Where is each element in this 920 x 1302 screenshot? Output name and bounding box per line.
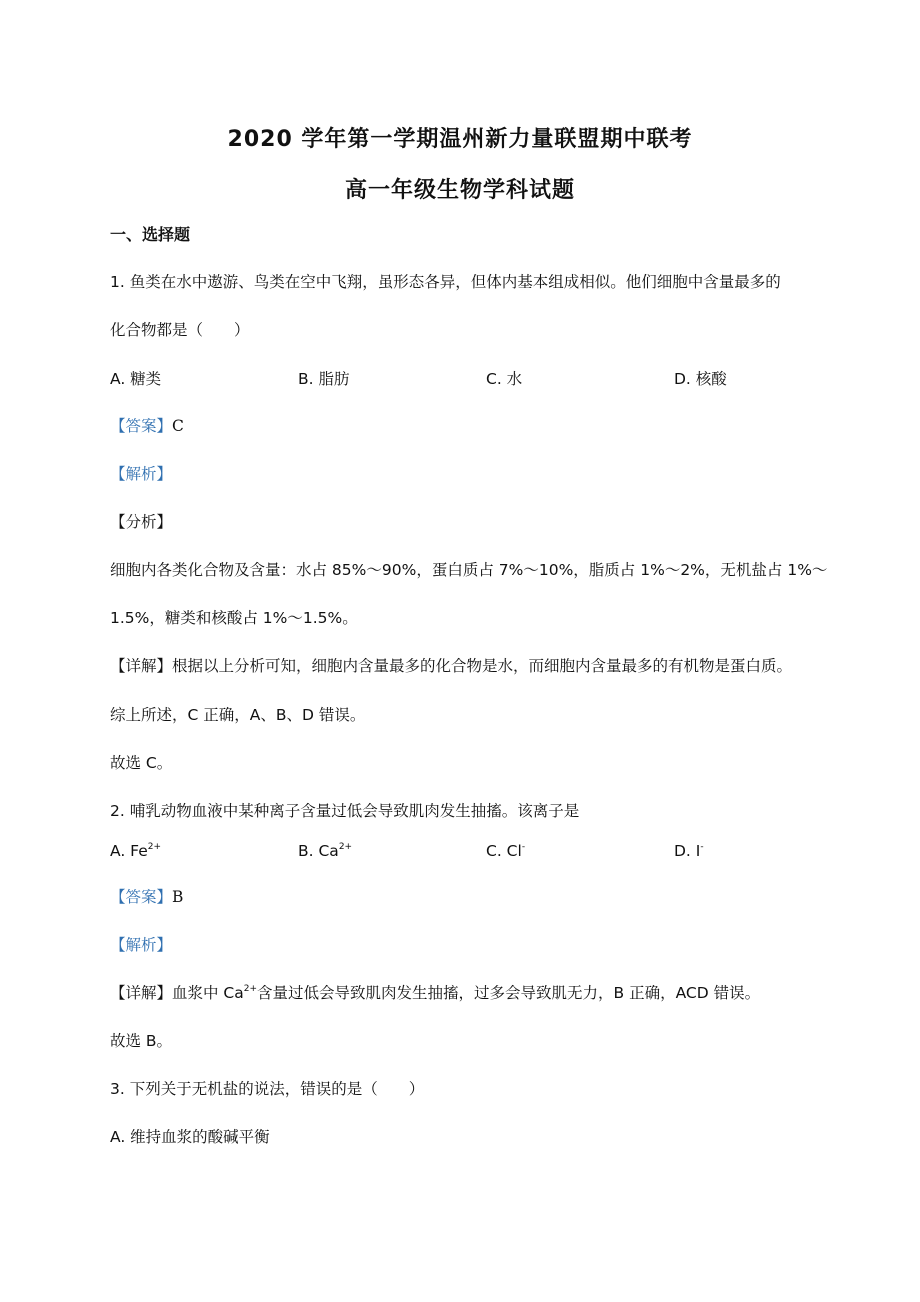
q3-option-a: A. 维持血浆的酸碱平衡 [110,1128,270,1146]
q2-option-a [110,842,161,860]
option-text: C. Cl [486,842,522,860]
doc-title: 2020 学年第一学期温州新力量联盟期中联考 [227,127,693,152]
answer-value: B [172,888,184,906]
q2-stem: 2. 哺乳动物血液中某种离子含量过低会导致肌肉发生抽搐。该离子是 [110,802,580,820]
section-heading: 一、选择题 [110,225,191,244]
q2-option-d [674,842,704,860]
answer-value: C [172,417,184,435]
detail-text: 【详解】血浆中 Ca [110,984,244,1002]
option-superscript: 2+ [338,842,353,852]
q2-detail [110,981,760,1003]
answer-tag: 【答案】 [110,417,173,435]
q1-choose: 故选 C。 [110,754,173,772]
q1-option-c: C. 水 [486,370,523,388]
q2-option-b [298,842,352,860]
detail-text-rest: 含量过低会导致肌肉发生抽搐，过多会导致肌无力，B 正确，ACD 错误。 [257,984,761,1002]
option-text: A. Fe [110,842,148,860]
q3-stem: 3. 下列关于无机盐的说法，错误的是（ ） [110,1080,425,1098]
option-superscript: 2+ [147,842,162,852]
q1-answer [110,414,184,436]
q1-option-a: A. 糖类 [110,370,162,388]
q2-option-c [486,842,525,860]
option-text: B. Ca [298,842,339,860]
option-superscript: - [700,842,704,852]
q1-fenxi-line1: 细胞内各类化合物及含量：水占 85%～90%，蛋白质占 7%～10%，脂质占 1%～2%，无机盐占 1%～ [110,561,828,579]
option-text: D. I [674,842,701,860]
option-superscript: - [521,842,526,852]
q1-option-d: D. 核酸 [674,370,727,388]
q1-analysis-tag: 【解析】 [110,465,173,483]
answer-tag: 【答案】 [110,888,173,906]
detail-superscript: 2+ [243,984,258,994]
q1-stem-line1: 1. 鱼类在水中遨游、鸟类在空中飞翔，虽形态各异，但体内基本组成相似。他们细胞中含量最多的 [110,273,781,291]
q2-analysis-tag: 【解析】 [110,936,173,954]
q2-choose: 故选 B。 [110,1032,173,1050]
q1-stem-line2: 化合物都是（ ） [110,321,250,339]
q1-detail-line1: 【详解】根据以上分析可知，细胞内含量最多的化合物是水，而细胞内含量最多的有机物是蛋白质。 [110,657,793,675]
q1-option-b: B. 脂肪 [298,370,350,388]
q1-detail-line2: 综上所述，C 正确，A、B、D 错误。 [110,706,366,724]
q1-fenxi-tag: 【分析】 [110,513,173,531]
q1-fenxi-line2: 1.5%，糖类和核酸占 1%～1.5%。 [110,609,358,627]
doc-subtitle: 高一年级生物学科试题 [344,178,575,203]
q2-answer [110,885,183,907]
